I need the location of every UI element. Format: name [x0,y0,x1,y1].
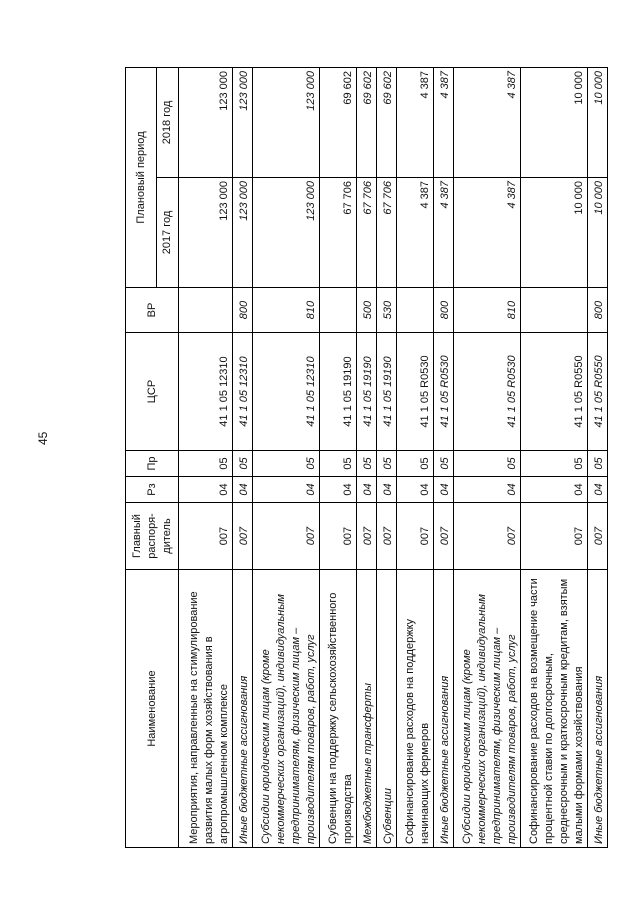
row-2018: 123 000 [253,68,320,178]
row-csr: 41 1 05 R0550 [521,333,588,451]
header-year-2018: 2018 год [157,68,179,178]
row-vr: 800 [233,288,253,333]
row-vr: 810 [253,288,320,333]
row-pr: 05 [320,451,357,477]
row-csr: 41 1 05 R0530 [434,333,454,451]
row-pr: 05 [454,451,521,477]
header-row-1 [126,68,157,848]
row-2018: 69 602 [320,68,357,178]
row-vr [179,288,233,333]
row-2017: 67 706 [320,178,357,288]
row-grbs: 007 [320,503,357,570]
rotated-table-container [125,68,605,848]
row-name: Субвенции [377,570,397,848]
row-rz: 04 [357,477,377,503]
table-row [454,68,521,848]
row-2018: 4 387 [454,68,521,178]
row-csr: 41 1 05 R0530 [397,333,434,451]
table-row [397,68,434,848]
row-csr: 41 1 05 19190 [320,333,357,451]
table-row [357,68,377,848]
row-rz: 04 [253,477,320,503]
table-row [521,68,588,848]
row-grbs: 007 [233,503,253,570]
row-vr [521,288,588,333]
table-row [588,68,608,848]
table-row [377,68,397,848]
row-csr: 41 1 05 12310 [233,333,253,451]
row-grbs: 007 [454,503,521,570]
row-2017: 4 387 [454,178,521,288]
row-name: Субсидии юридическим лицам (кроме некоммерческих организаций), индивидуальным предпринимателям, физическим лицам – производителям товаров, работ, услуг [253,570,320,848]
row-2017: 123 000 [233,178,253,288]
header-name: Наименование [126,570,179,848]
row-2017: 67 706 [357,178,377,288]
row-csr: 41 1 05 12310 [253,333,320,451]
page-number: 45 [36,431,50,445]
row-csr: 41 1 05 19190 [357,333,377,451]
row-rz: 04 [179,477,233,503]
row-vr: 810 [454,288,521,333]
row-pr: 05 [397,451,434,477]
header-plan-period: Плановый период [126,68,157,288]
row-pr: 05 [233,451,253,477]
row-grbs: 007 [588,503,608,570]
row-2018: 4 387 [434,68,454,178]
row-name: Мероприятия, направленные на стимулирование развития малых форм хозяйствования в агропромышленном комплексе [179,570,233,848]
row-2018: 123 000 [179,68,233,178]
table-row [434,68,454,848]
budget-table [125,67,608,848]
row-grbs: 007 [377,503,397,570]
row-rz: 04 [320,477,357,503]
row-csr: 41 1 05 R0550 [588,333,608,451]
header-rz: Рз [126,477,179,503]
table-row [320,68,357,848]
row-rz: 04 [434,477,454,503]
row-vr: 500 [357,288,377,333]
row-name: Софинансирование расходов на возмещение части процентной ставки по долгосрочным, среднесрочным и краткосрочным кредитам, взятым малыми формами хозяйствования [521,570,588,848]
row-name: Субсидии юридическим лицам (кроме некоммерческих организаций), индивидуальным предпринимателям, физическим лицам – производителям товаров, работ, услуг [454,570,521,848]
row-vr: 800 [588,288,608,333]
row-rz: 04 [454,477,521,503]
row-2017: 4 387 [434,178,454,288]
row-grbs: 007 [179,503,233,570]
header-year-2017: 2017 год [157,178,179,288]
row-grbs: 007 [521,503,588,570]
row-2017: 67 706 [377,178,397,288]
table-row [233,68,253,848]
row-pr: 05 [357,451,377,477]
row-vr: 800 [434,288,454,333]
header-csr: ЦСР [126,333,179,451]
row-2017: 10 000 [588,178,608,288]
row-grbs: 007 [253,503,320,570]
row-rz: 04 [588,477,608,503]
row-2018: 69 602 [357,68,377,178]
row-grbs: 007 [434,503,454,570]
row-grbs: 007 [397,503,434,570]
row-2018: 10 000 [588,68,608,178]
row-2018: 10 000 [521,68,588,178]
row-csr: 41 1 05 R0530 [454,333,521,451]
row-2017: 10 000 [521,178,588,288]
row-pr: 05 [521,451,588,477]
row-vr [320,288,357,333]
row-name: Межбюджетные трансферты [357,570,377,848]
row-pr: 05 [179,451,233,477]
row-rz: 04 [521,477,588,503]
table-row [253,68,320,848]
row-rz: 04 [397,477,434,503]
row-name: Иные бюджетные ассигнования [588,570,608,848]
header-vr: ВР [126,288,179,333]
row-rz: 04 [233,477,253,503]
row-name: Иные бюджетные ассигнования [434,570,454,848]
row-2017: 123 000 [179,178,233,288]
row-grbs: 007 [357,503,377,570]
row-name: Иные бюджетные ассигнования [233,570,253,848]
row-name: Субвенции на поддержку сельскохозяйственного производства [320,570,357,848]
row-name: Софинансирование расходов на поддержку начинающих фермеров [397,570,434,848]
table-row [179,68,233,848]
row-2018: 69 602 [377,68,397,178]
row-2017: 123 000 [253,178,320,288]
row-vr [397,288,434,333]
row-rz: 04 [377,477,397,503]
row-vr: 530 [377,288,397,333]
row-2017: 4 387 [397,178,434,288]
row-pr: 05 [588,451,608,477]
row-pr: 05 [434,451,454,477]
row-2018: 4 387 [397,68,434,178]
row-2018: 123 000 [233,68,253,178]
row-pr: 05 [377,451,397,477]
row-csr: 41 1 05 19190 [377,333,397,451]
row-csr: 41 1 05 12310 [179,333,233,451]
header-grbs: Главный распоря-дитель [126,503,179,570]
header-pr: Пр [126,451,179,477]
row-pr: 05 [253,451,320,477]
